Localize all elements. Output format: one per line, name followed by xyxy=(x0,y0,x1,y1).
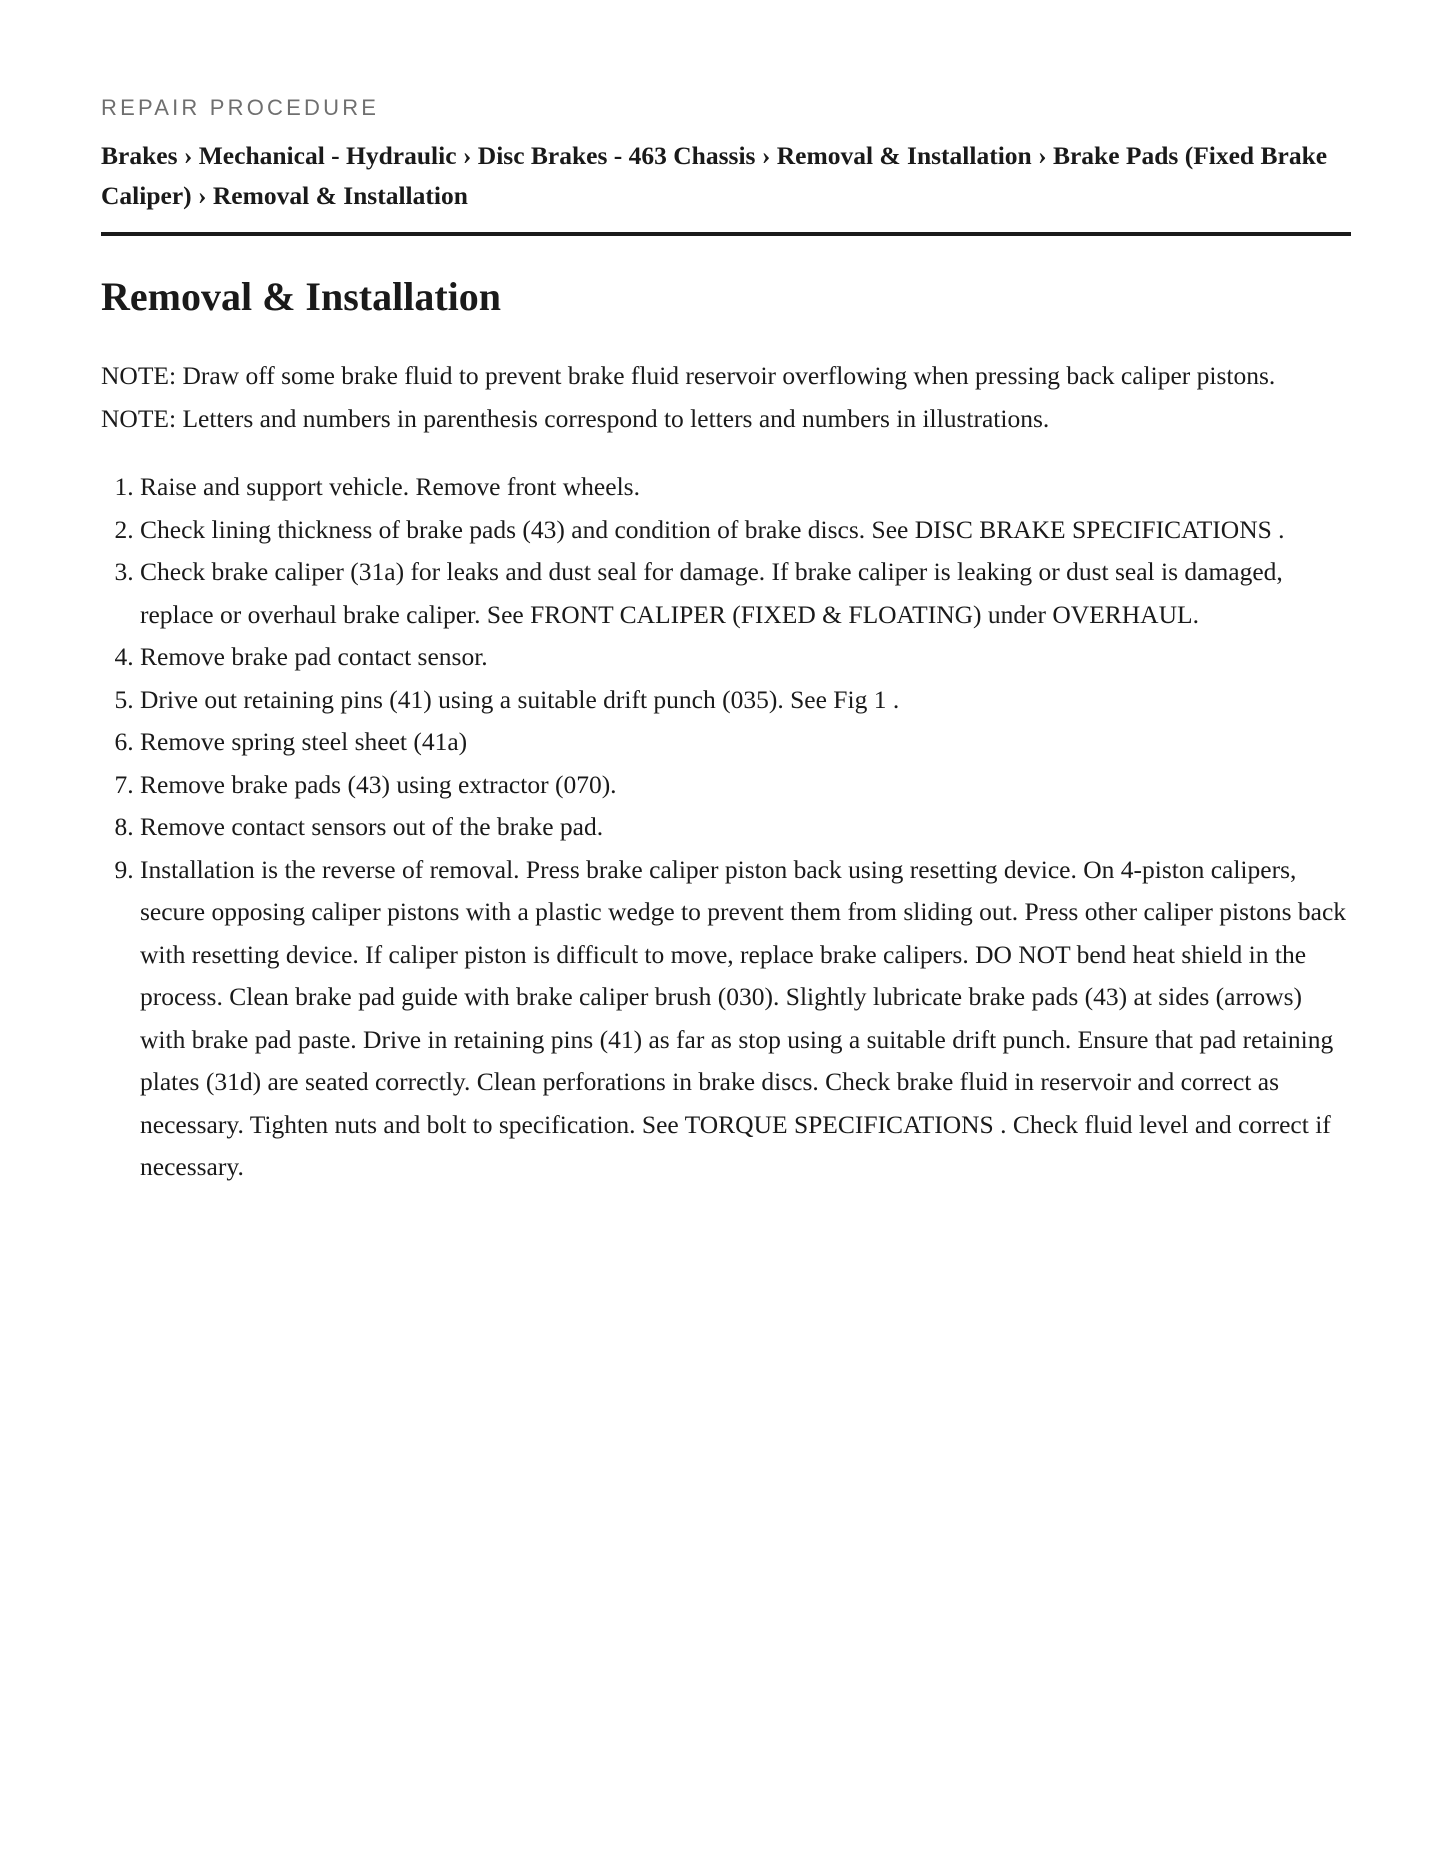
page-title: Removal & Installation xyxy=(101,274,501,319)
step-item: 7. Remove brake pads (43) using extractor (070). xyxy=(140,764,1351,807)
step-item: 4. Remove brake pad contact sensor. xyxy=(140,636,1351,679)
header-divider xyxy=(101,232,1351,236)
step-item: 5. Drive out retaining pins (41) using a suitable drift punch (035). See Fig 1 . xyxy=(140,679,1351,722)
note: NOTE: Letters and numbers in parenthesis correspond to letters and numbers in illustrations. xyxy=(101,404,1050,433)
breadcrumb: Brakes › Mechanical - Hydraulic › Disc Brakes - 463 Chassis › Removal & Installation › Brake Pads (Fixed Brake Caliper) › Removal & Installation xyxy=(101,141,1328,210)
notes xyxy=(101,354,1351,440)
step-item: 3. Check brake caliper (31a) for leaks and dust seal for damage. If brake caliper is leaking or dust seal is damaged, replace or overhaul brake caliper. See FRONT CALIPER (FIXED & FLOATING) under OVERHAUL. xyxy=(140,551,1351,636)
document-page xyxy=(101,90,1351,1189)
step-item: 1. Raise and support vehicle. Remove front wheels. xyxy=(140,466,1351,509)
step-item: 2. Check lining thickness of brake pads (43) and condition of brake discs. See DISC BRAKE SPECIFICATIONS . xyxy=(140,509,1351,552)
procedure-steps xyxy=(101,466,1351,1189)
step-item: 9. Installation is the reverse of removal. Press brake caliper piston back using resetting device. On 4-piston calipers, secure opposing caliper pistons with a plastic wedge to prevent them from sliding out. Press other caliper pistons back with resetting device. If caliper piston is difficult to move, replace brake calipers. DO NOT bend heat shield in the process. Clean brake pad guide with brake caliper brush (030). Slightly lubricate brake pads (43) at sides (arrows) with brake pad paste. Drive in retaining pins (41) as far as stop using a suitable drift punch. Ensure that pad retaining plates (31d) are seated correctly. Clean perforations in brake discs. Check brake fluid in reservoir and correct as necessary. Tighten nuts and bolt to specification. See TORQUE SPECIFICATIONS . Check fluid level and correct if necessary. xyxy=(140,849,1351,1189)
step-item: 6. Remove spring steel sheet (41a) xyxy=(140,721,1351,764)
section-kicker: REPAIR PROCEDURE xyxy=(101,95,380,120)
step-item: 8. Remove contact sensors out of the brake pad. xyxy=(140,806,1351,849)
note: NOTE: Draw off some brake fluid to prevent brake fluid reservoir overflowing when pressing back caliper pistons. xyxy=(101,361,1276,390)
